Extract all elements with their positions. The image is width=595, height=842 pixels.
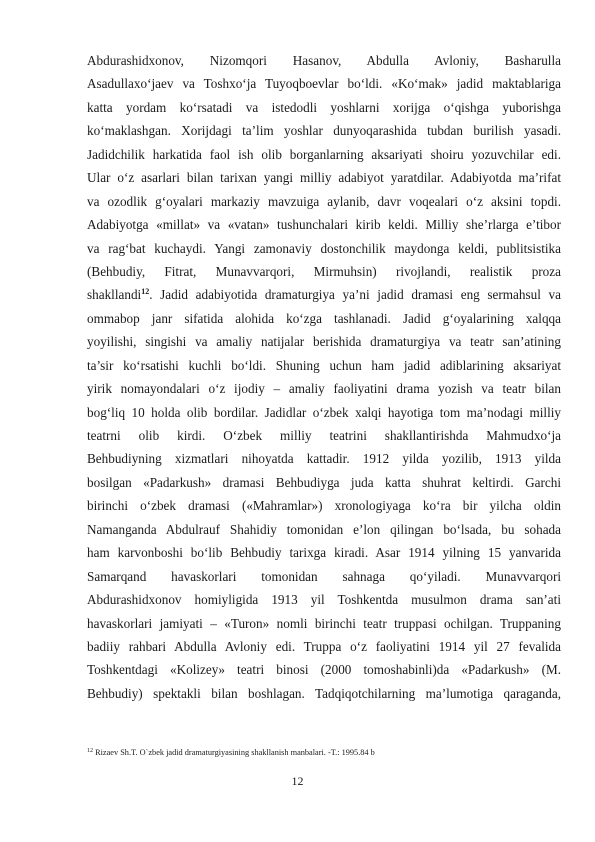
text-line: yoyilishi, singishi va amaliy natijalar berishida dramaturgiya va teatr san’atining [87,334,561,350]
text-line: ko‘maklashgan. Xorijdagi ta’lim yoshlar dunyoqarashida tubdan burilish yasadi. [87,123,561,139]
text-line: badiiy rahbari Abdulla Avloniy edi. Truppa o‘z faoliyatini 1914 yil 27 fevalida [87,638,561,654]
footnote-reference[interactable]: 12 [141,287,150,297]
text-line: katta yordam ko‘rsatadi va istedodli yoshlarni xorijga o‘qishga yuborishga [87,99,561,115]
footnote [87,748,561,757]
page-number: 12 [291,774,304,788]
text-line: va rag‘bat kuchaydi. Yangi zamonaviy dostonchilik maydonga keldi, publitsistika [87,240,561,256]
text-line: Behbudiyning xizmatlari nihoyatda kattadir. 1912 yilda yozilib, 1913 yilda [87,451,561,467]
text-line: Samarqand havaskorlari tomonidan sahnaga qo‘yiladi. Munavvarqori [87,568,561,584]
text-line: (Behbudiy, Fitrat, Munavvarqori, Mirmuhsin) rivojlandi, realistik proza [87,263,561,279]
text-line: bog‘liq 10 holda olib bordilar. Jadidlar o‘zbek xalqi hayotiga tom ma’nodagi milliy [87,404,561,420]
text-line: havaskorlari jamiyati – «Turon» nomli birinchi teatr truppasi ochilgan. Truppaning [87,615,561,631]
text-line: Adabiyotga «millat» va «vatan» tushunchalari kirib keldi. Milliy she’rlarga e’tibor [87,217,561,233]
text-segment: shakllandi [87,287,142,303]
text-line: ham karvonboshi bo‘lib Behbudiy tarixga kiradi. Asar 1914 yilning 15 yanvarida [87,545,561,561]
text-line: birinchi o‘zbek dramasi («Mahramlar») xronologiyaga ko‘ra bir yilcha oldin [87,498,561,514]
text-line: ta’sir ko‘rsatishi kuchli bo‘ldi. Shuning uchun ham jadid adiblarining aksariyat [87,357,561,373]
text-line: teatrni olib kirdi. O‘zbek milliy teatrini shakllantirishda Mahmudxo‘ja [87,428,561,443]
text-line: ommabop janr sifatida alohida ko‘zga tashlanadi. Jadid g‘oyalarining xalqqa [87,310,561,326]
text-line: yirik nomayondalari o‘z ijodiy – amaliy faoliyatini drama yozish va teatr bilan [87,381,561,397]
text-line: Jadidchilik harkatida faol ish olib borganlarning aksariyati shoiru yozuvchilar edi. [87,146,561,162]
text-line: Ular o‘z asarlari bilan tarixan yangi milliy adabiyot yaratdilar. Adabiyotda ma’rifat [87,170,561,186]
text-segment: . Jadid adabiyotida dramaturgiya ya’ni jadid dramasi eng sermahsul va [149,287,561,303]
text-line: Abdurashidxonov homiyligida 1913 yil Toshkentda musulmon drama san’ati [87,592,561,608]
text-line: Behbudiy) spektakli bilan boshlagan. Tadqiqotchilarning ma’lumotiga qaraganda, [87,685,561,701]
text-line-with-footnote [87,283,561,306]
text-line: Namanganda Abdulrauf Shahidiy tomonidan e’lon qilingan bo‘lsada, bu sohada [87,521,561,537]
body-paragraph [87,49,561,705]
text-line: Toshkentdagi «Kolizey» teatri binosi (2000 tomoshabinli)da «Padarkush» (M. [87,662,561,678]
text-line: Asadullaxo‘jaev va Toshxo‘ja Tuyoqboevlar bo‘ldi. «Ko‘mak» jadid maktablariga [87,76,561,92]
footnote-text: Rizaev Sh.T. O`zbek jadid dramaturgiyasining shakllanish manbalari. -T.: 1995.84 b [95,748,375,757]
text-line: va ozodlik g‘oyalari markaziy mavzuiga aylanib, davr voqealari o‘z aksini topdi. [87,193,561,209]
footnote-marker: 12 [87,748,93,754]
text-line: bosilgan «Padarkush» dramasi Behbudiyga juda katta shuhrat keltirdi. Garchi [87,474,561,490]
text-line: Abdurashidxonov, Nizomqori Hasanov, Abdulla Avloniy, Basharulla [87,53,561,68]
